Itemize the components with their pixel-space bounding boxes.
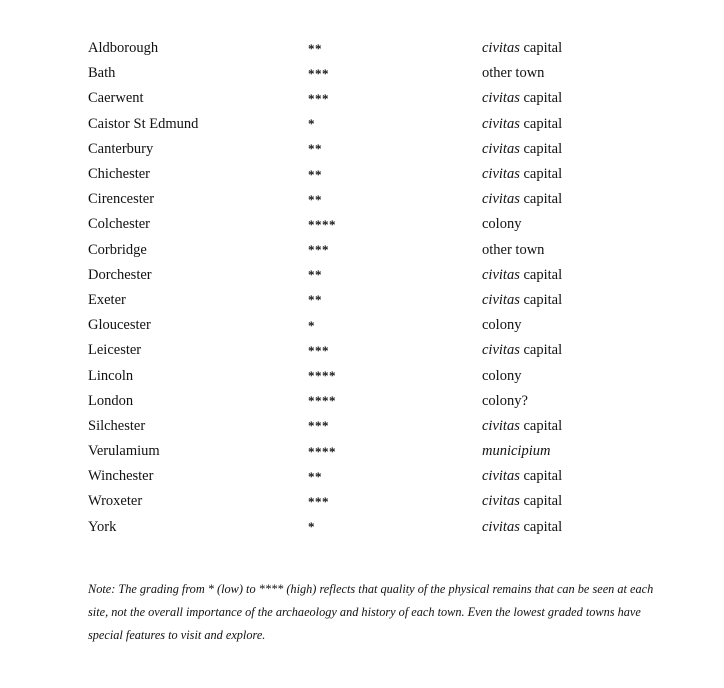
town-status-text: colony? <box>482 392 528 409</box>
town-grade: ** <box>308 141 322 157</box>
town-grade: ** <box>308 468 322 484</box>
town-status-latin: civitas <box>482 90 520 107</box>
town-status-latin: civitas <box>482 140 520 157</box>
town-status-latin: civitas <box>482 493 520 510</box>
town-name: Winchester <box>88 468 154 485</box>
table-row <box>88 464 688 489</box>
table-row <box>88 137 688 162</box>
town-name: Canterbury <box>88 140 154 157</box>
town-status-text: capital <box>519 342 563 359</box>
town-name: Silchester <box>88 417 146 434</box>
town-status-latin: municipium <box>482 443 551 460</box>
table-row <box>88 86 688 111</box>
town-status <box>482 519 682 536</box>
town-status-latin: civitas <box>482 266 520 283</box>
town-grade: *** <box>308 418 329 434</box>
town-status <box>482 317 682 334</box>
town-status <box>482 342 682 359</box>
town-status-text: colony <box>482 367 522 384</box>
towns-table <box>88 36 688 540</box>
town-status-text: capital <box>519 518 563 535</box>
town-status-text: capital <box>519 417 563 434</box>
table-row <box>88 389 688 414</box>
town-status <box>482 468 682 485</box>
table-row <box>88 238 688 263</box>
town-name: Lincoln <box>88 367 134 384</box>
table-row <box>88 363 688 388</box>
town-name: Cirencester <box>88 191 155 208</box>
town-status <box>482 493 682 510</box>
town-status-text: capital <box>519 493 563 510</box>
town-name: Aldborough <box>88 40 159 57</box>
town-name: Corbridge <box>88 241 147 258</box>
town-status-latin: civitas <box>482 417 520 434</box>
town-grade: *** <box>308 90 329 106</box>
town-status-latin: civitas <box>482 342 520 359</box>
table-row <box>88 439 688 464</box>
town-status <box>482 116 682 133</box>
town-status-latin: civitas <box>482 40 520 57</box>
table-row <box>88 489 688 514</box>
town-grade: ** <box>308 40 322 56</box>
town-status-text: capital <box>519 40 563 57</box>
town-status <box>482 393 682 410</box>
town-grade: *** <box>308 493 329 509</box>
town-grade: **** <box>308 443 336 459</box>
town-status <box>482 166 682 183</box>
town-status-text: capital <box>519 140 563 157</box>
table-row <box>88 338 688 363</box>
table-row <box>88 414 688 439</box>
town-status <box>482 418 682 435</box>
town-status <box>482 191 682 208</box>
town-status <box>482 216 682 233</box>
town-status <box>482 292 682 309</box>
town-name: Caistor St Edmund <box>88 115 199 132</box>
town-status-latin: civitas <box>482 468 520 485</box>
town-status-text: capital <box>519 115 563 132</box>
table-row <box>88 187 688 212</box>
town-status-latin: civitas <box>482 166 520 183</box>
town-grade: *** <box>308 65 329 81</box>
town-status-text: capital <box>519 468 563 485</box>
table-row <box>88 313 688 338</box>
town-status-latin: civitas <box>482 518 520 535</box>
town-status-text: capital <box>519 266 563 283</box>
town-name: Chichester <box>88 166 151 183</box>
town-status-text: other town <box>482 241 545 258</box>
town-grade: ** <box>308 191 322 207</box>
town-grade: **** <box>308 368 336 384</box>
town-status-text: colony <box>482 317 522 334</box>
town-status <box>482 40 682 57</box>
town-status <box>482 65 682 82</box>
town-grade: ** <box>308 267 322 283</box>
town-grade: * <box>308 317 315 333</box>
town-status-text: capital <box>519 90 563 107</box>
table-row <box>88 162 688 187</box>
table-row <box>88 263 688 288</box>
town-grade: * <box>308 519 315 535</box>
town-name: Dorchester <box>88 266 152 283</box>
town-grade: **** <box>308 393 336 409</box>
town-name: Colchester <box>88 216 151 233</box>
town-status <box>482 443 682 460</box>
town-status-text: capital <box>519 166 563 183</box>
town-name: York <box>88 518 117 535</box>
town-grade: *** <box>308 242 329 258</box>
town-name: Gloucester <box>88 317 151 334</box>
town-grade: * <box>308 116 315 132</box>
town-name: Caerwent <box>88 90 144 107</box>
table-row <box>88 112 688 137</box>
town-status-text: other town <box>482 65 545 82</box>
town-status <box>482 368 682 385</box>
town-status-text: colony <box>482 216 522 233</box>
town-name: Wroxeter <box>88 493 143 510</box>
town-status-text: capital <box>519 291 563 308</box>
town-status <box>482 242 682 259</box>
town-name: London <box>88 392 134 409</box>
town-grade: **** <box>308 216 336 232</box>
town-grade: *** <box>308 342 329 358</box>
grading-note: Note: The grading from * (low) to **** (high) reflects that quality of the physical remains that can be seen at each site, not the overall importance of the archaeology and history of each town. Even the lowest graded towns have special features to visit and explore. <box>88 582 654 643</box>
table-row <box>88 61 688 86</box>
table-row <box>88 36 688 61</box>
town-status-text: capital <box>519 191 563 208</box>
town-name: Exeter <box>88 291 126 308</box>
town-status <box>482 267 682 284</box>
town-name: Leicester <box>88 342 142 359</box>
town-name: Verulamium <box>88 443 160 460</box>
table-row <box>88 212 688 237</box>
town-status <box>482 90 682 107</box>
town-name: Bath <box>88 65 116 82</box>
town-status-latin: civitas <box>482 115 520 132</box>
table-row <box>88 515 688 540</box>
town-grade: ** <box>308 166 322 182</box>
table-row <box>88 288 688 313</box>
town-status-latin: civitas <box>482 191 520 208</box>
town-status <box>482 141 682 158</box>
town-status-latin: civitas <box>482 291 520 308</box>
town-grade: ** <box>308 292 322 308</box>
